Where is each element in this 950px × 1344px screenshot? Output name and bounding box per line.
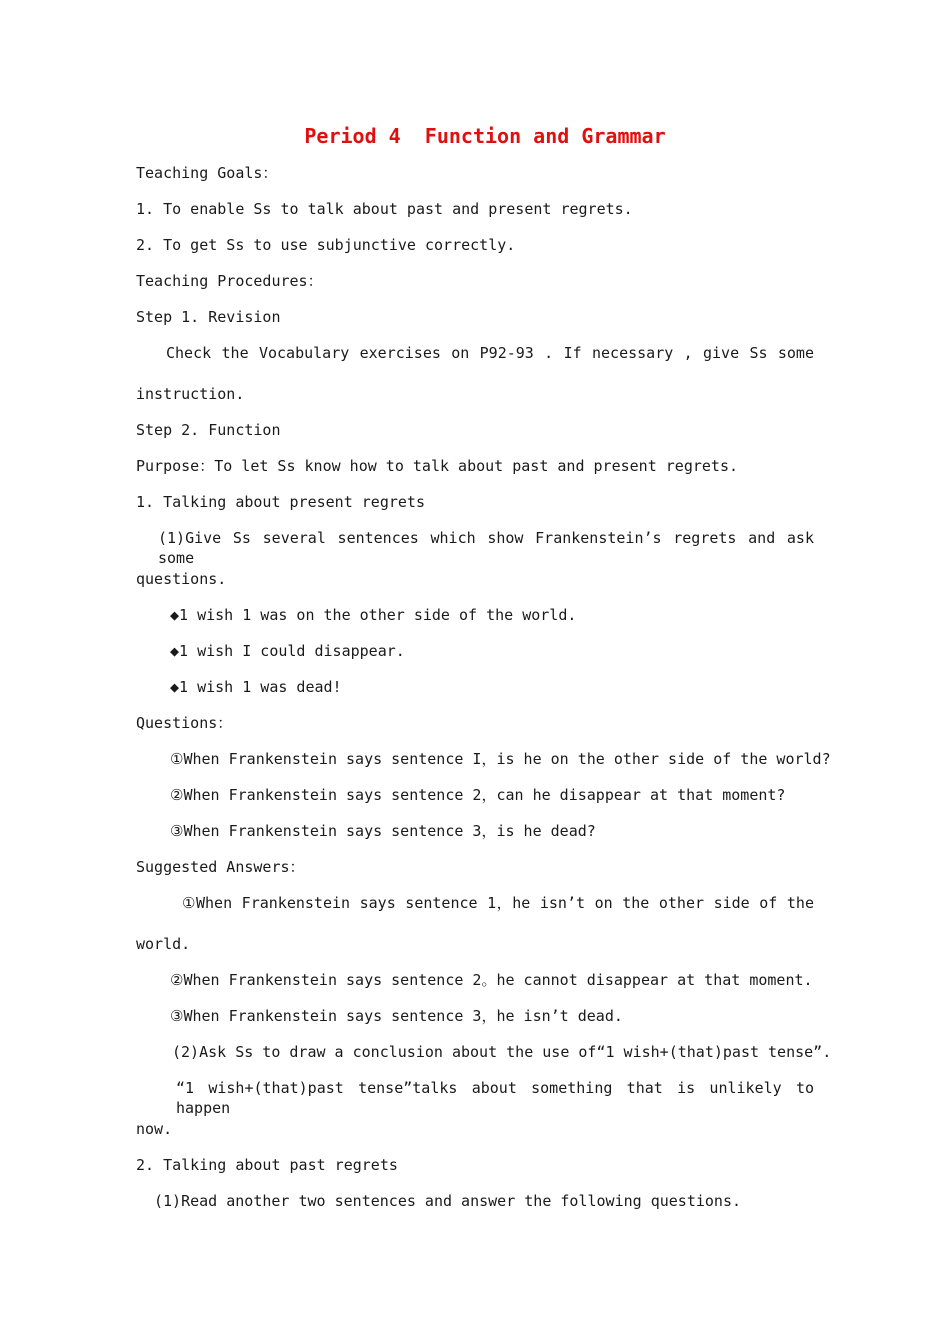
answer-1: ①When Frankenstein says sentence 1，he isn’t on the other side of the [182, 894, 814, 912]
conclusion-explanation-cont: now. [136, 1120, 173, 1138]
revision-instruction: Check the Vocabulary exercises on P92-93 . If necessary , give Ss some [166, 344, 814, 362]
past-regrets-instruction: (1)Read another two sentences and answer the following questions. [154, 1192, 741, 1210]
teaching-procedures-heading: Teaching Procedures： [136, 272, 323, 290]
document-title: Period 4 Function and Grammar [304, 124, 666, 148]
question-1: ①When Frankenstein says sentence I，is he on the other side of the world? [170, 750, 831, 768]
answer-1-cont: world. [136, 935, 191, 953]
goal-2: 2. To get Ss to use subjunctive correctly. [136, 236, 516, 254]
present-regrets-instruction: (1)Give Ss several sentences which show Frankenstein’s regrets and ask some [158, 529, 814, 567]
conclusion-explanation: “1 wish+(that)past tense”talks about something that is unlikely to happen [176, 1079, 814, 1117]
step-2-heading: Step 2. Function [136, 421, 281, 439]
goal-1: 1. To enable Ss to talk about past and present regrets. [136, 200, 633, 218]
questions-heading: Questions： [136, 714, 233, 732]
present-regrets-heading: 1. Talking about present regrets [136, 493, 425, 511]
purpose-line: Purpose：To let Ss know how to talk about past and present regrets. [136, 457, 738, 475]
answer-3: ③When Frankenstein says sentence 3，he isn’t dead. [170, 1007, 623, 1025]
present-regrets-instruction-cont: questions. [136, 570, 227, 588]
step-1-heading: Step 1. Revision [136, 308, 281, 326]
revision-instruction-cont: instruction. [136, 385, 245, 403]
answer-2: ②When Frankenstein says sentence 2。he cannot disappear at that moment. [170, 971, 813, 989]
question-3: ③When Frankenstein says sentence 3，is he dead? [170, 822, 596, 840]
question-2: ②When Frankenstein says sentence 2，can he disappear at that moment? [170, 786, 786, 804]
conclusion-instruction: (2)Ask Ss to draw a conclusion about the use of“1 wish+(that)past tense”. [172, 1043, 832, 1061]
past-regrets-heading: 2. Talking about past regrets [136, 1156, 398, 1174]
example-sentence-2: ◆1 wish I could disappear. [170, 642, 405, 660]
example-sentence-1: ◆1 wish 1 was on the other side of the world. [170, 606, 577, 624]
teaching-goals-heading: Teaching Goals： [136, 164, 278, 182]
example-sentence-3: ◆1 wish 1 was dead! [170, 678, 342, 696]
suggested-answers-heading: Suggested Answers： [136, 858, 305, 876]
